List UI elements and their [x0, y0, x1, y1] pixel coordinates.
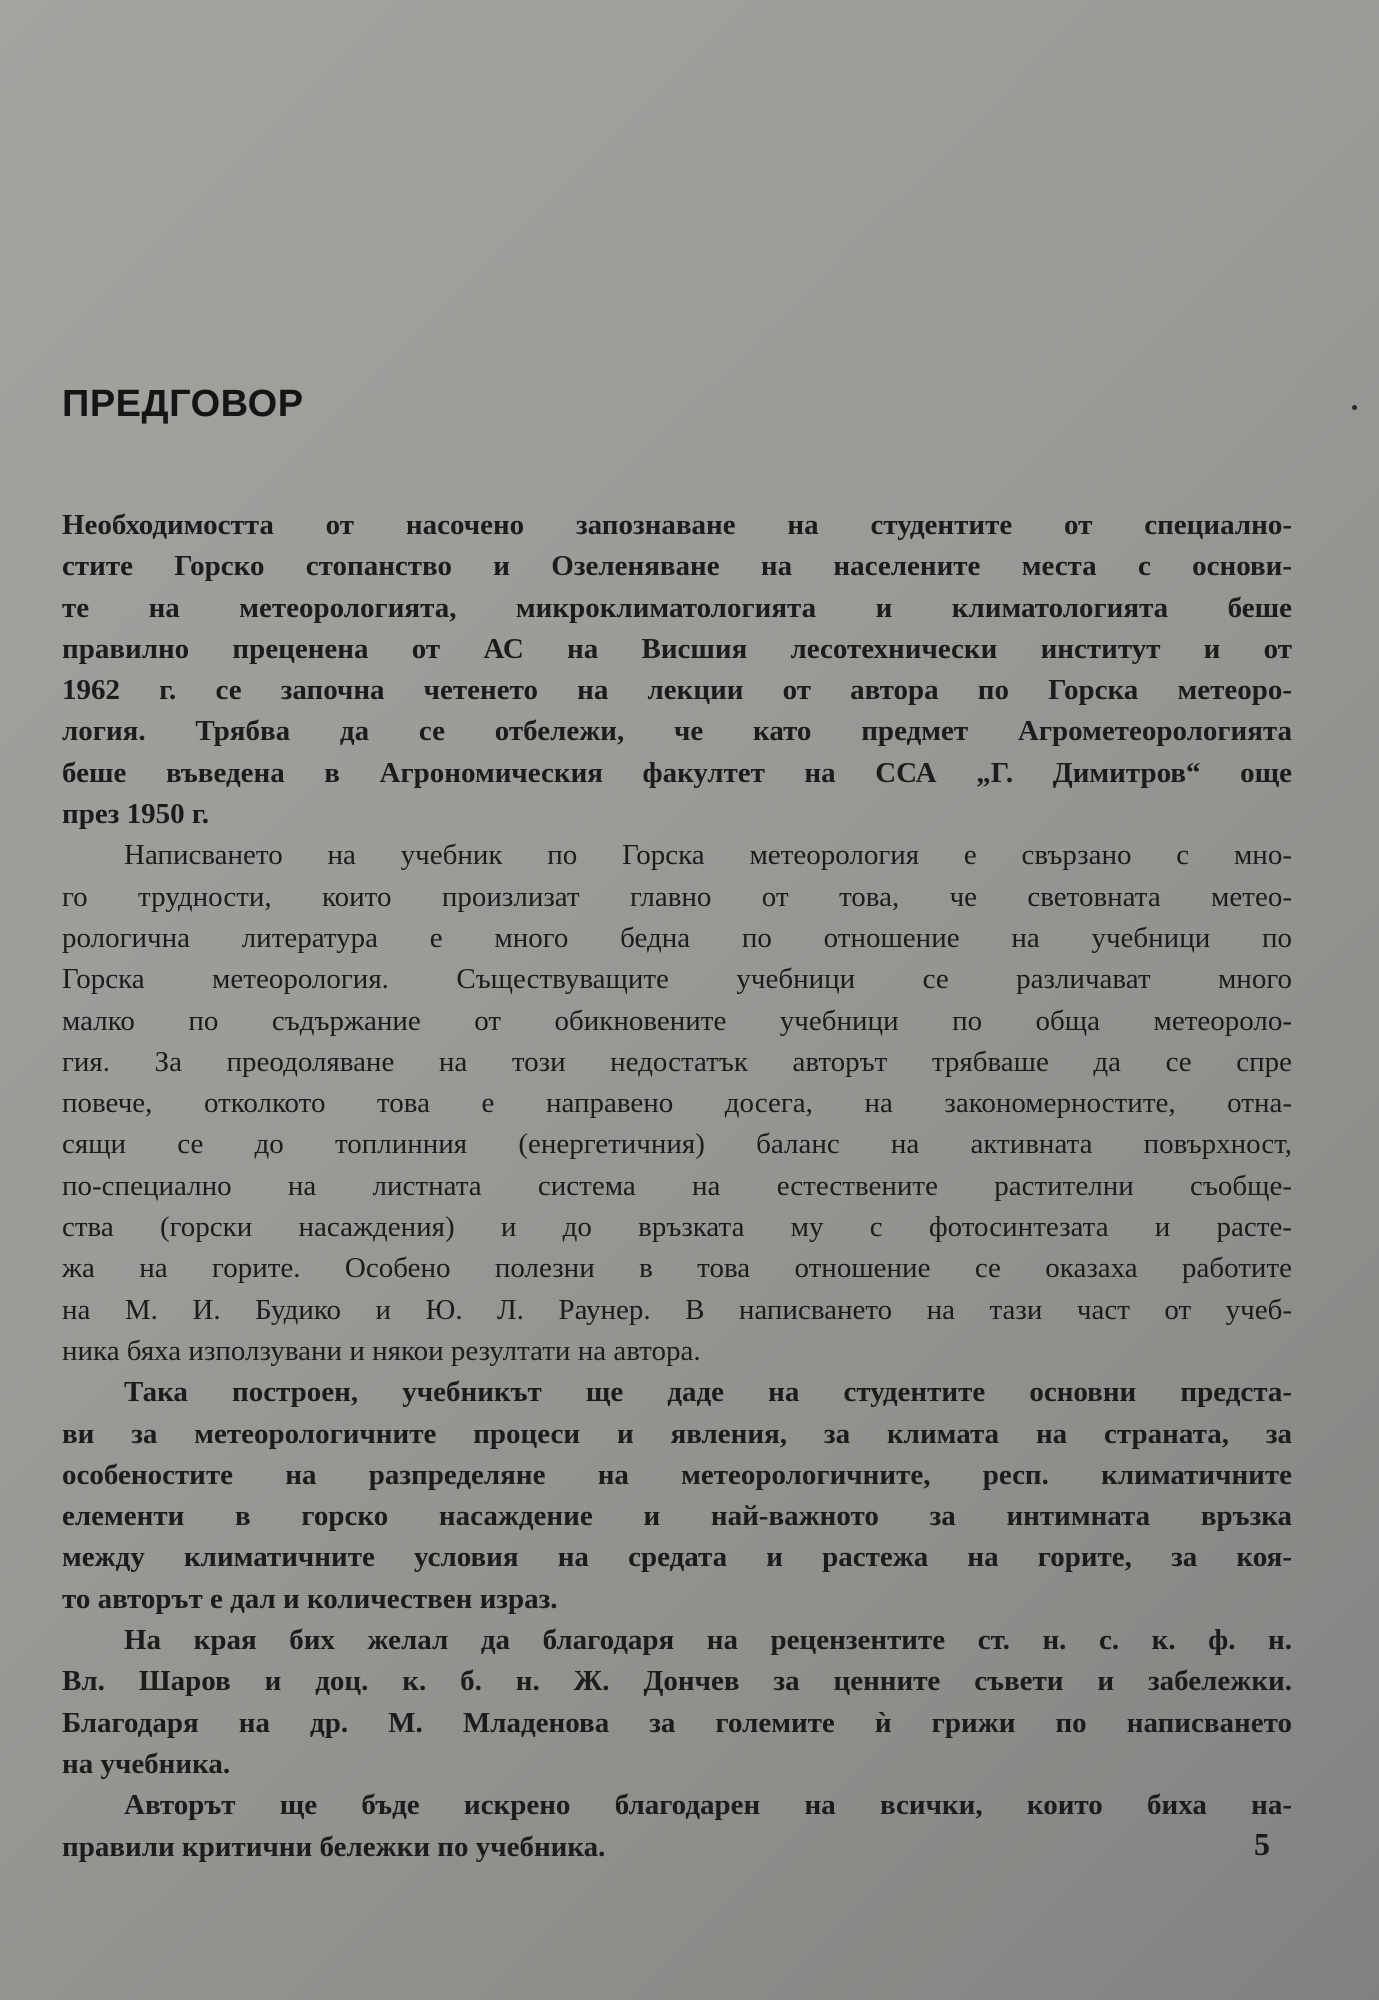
- text-line: на М. И. Будико и Ю. Л. Раунер. В написването на тази част от учеб-: [62, 1293, 1292, 1326]
- text-line: Вл. Шаров и доц. к. б. н. Ж. Дончев за ценните съвети и забележки.: [62, 1665, 1292, 1698]
- text-line: през 1950 г.: [62, 798, 210, 831]
- text-line: правилно преценена от АС на Висшия лесотехнически институт и от: [62, 632, 1292, 665]
- text-line: сящи се до топлинния (енергетичния) баланс на активната повърхност,: [62, 1128, 1292, 1161]
- text-line: те на метеорологията, микроклиматологията и климатологията беше: [62, 591, 1292, 624]
- paragraph-5: [62, 1785, 1292, 1868]
- text-line: Написването на учебник по Горска метеорология е свързано с мно-: [124, 839, 1292, 872]
- text-line: малко по съдържание от обикновените учебници по обща метеороло-: [62, 1004, 1292, 1037]
- text-line: между климатичните условия на средата и растежа на горите, за коя-: [62, 1541, 1292, 1574]
- text-line: логия. Трябва да се отбележи, че като предмет Агрометеорологията: [62, 715, 1292, 748]
- ink-speck: [1352, 405, 1357, 410]
- text-line: на учебника.: [62, 1747, 231, 1780]
- paragraph-4: [62, 1620, 1292, 1785]
- text-line: Необходимостта от насочено запознаване на студентите от специално-: [62, 509, 1292, 541]
- text-line: беше въведена в Агрономическия факултет на ССА „Г. Димитров“ още: [62, 756, 1292, 789]
- text-line: особеностите на разпределяне на метеорологичните, респ. климатичните: [62, 1458, 1292, 1491]
- paragraph-1: [62, 505, 1292, 835]
- text-line: елементи в горско насаждение и най-важното за интимната връзка: [62, 1500, 1292, 1533]
- text-line: ви за метеорологичните процеси и явления, за климата на страната, за: [62, 1417, 1292, 1450]
- page-title: ПРЕДГОВОР: [62, 383, 304, 425]
- text-line: рологична литература е много бедна по отношение на учебници по: [62, 921, 1292, 954]
- text-line: ства (горски насаждения) и до връзката му с фотосинтезата и расте-: [62, 1211, 1292, 1244]
- text-line: жа на горите. Особено полезни в това отношение се оказаха работите: [62, 1252, 1292, 1285]
- text-line: правили критични бележки по учебника.: [62, 1830, 606, 1863]
- text-line: стите Горско стопанство и Озеленяване на населените места с основи-: [62, 550, 1292, 583]
- text-line: го трудности, които произлизат главно от това, че световната метео-: [62, 880, 1292, 913]
- text-line: Авторът ще бъде искрено благодарен на всички, които биха на-: [124, 1789, 1292, 1822]
- text-line: Горска метеорология. Съществуващите учебници се различават много: [62, 963, 1292, 996]
- text-line: Така построен, учебникът ще даде на студентите основни предста-: [124, 1376, 1292, 1409]
- text-line: повече, отколкото това е направено досега, на закономерностите, отна-: [62, 1087, 1292, 1120]
- text-line: На края бих желал да благодаря на рецензентите ст. н. с. к. ф. н.: [124, 1624, 1292, 1657]
- paragraph-2: [62, 835, 1292, 1372]
- text-line: по-специално на листната система на естествените растителни съобще-: [62, 1169, 1292, 1202]
- text-line: ника бяха използувани и някои резултати на автора.: [62, 1334, 701, 1367]
- page-number: 5: [1254, 1826, 1270, 1862]
- text-line: 1962 г. се започна четенето на лекции от автора по Горска метеоро-: [62, 674, 1292, 707]
- text-line: Благодаря на др. М. Младенова за големите ѝ грижи по написването: [62, 1706, 1292, 1739]
- paragraph-3: [62, 1372, 1292, 1620]
- preface-body: [62, 505, 1292, 1868]
- text-line: то авторът е дал и количествен израз.: [62, 1582, 558, 1615]
- text-line: гия. За преодоляване на този недостатък авторът трябваше да се спре: [62, 1045, 1292, 1078]
